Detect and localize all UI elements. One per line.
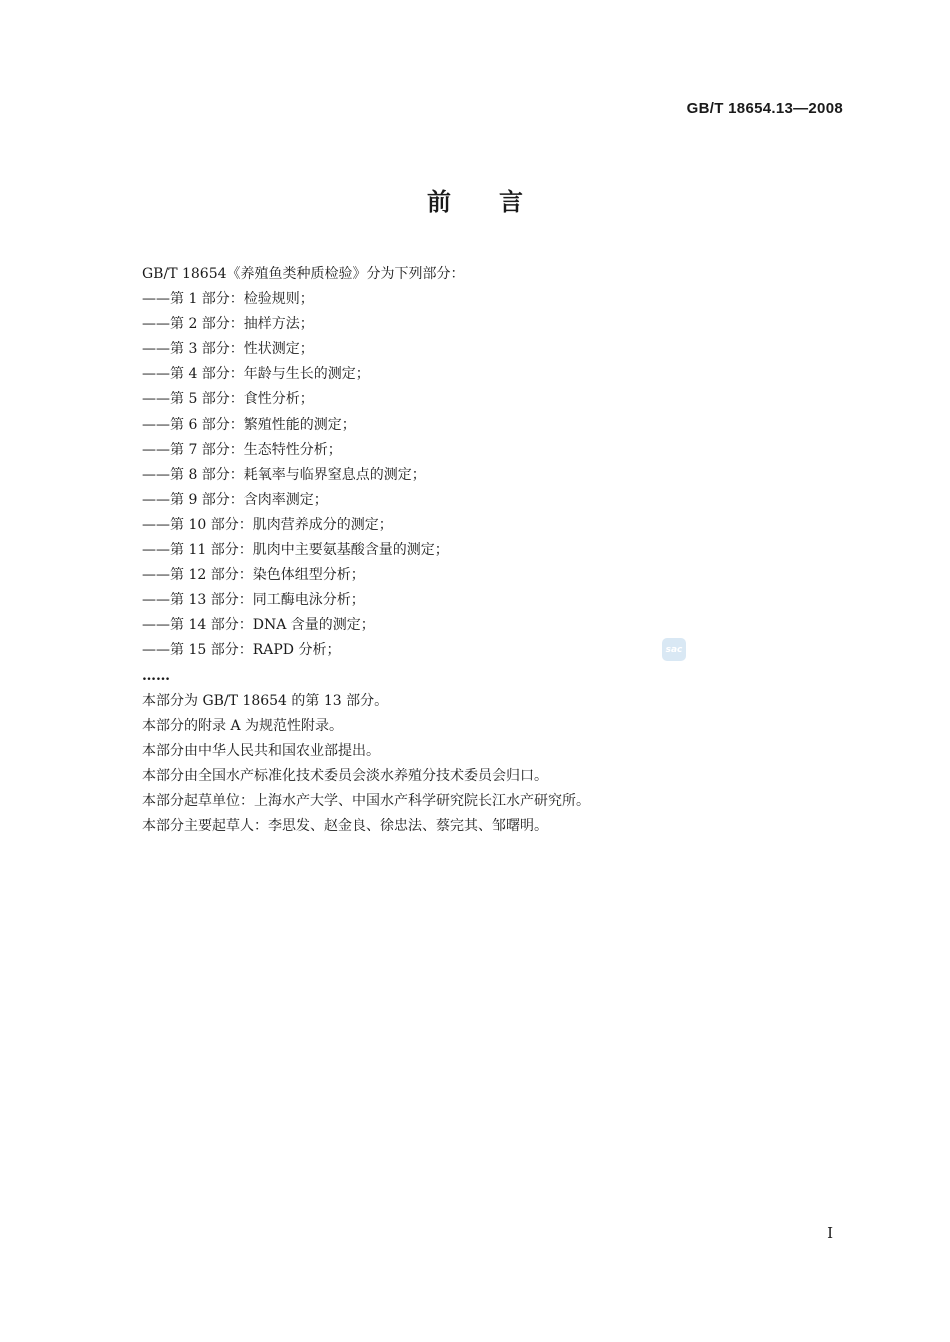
list-item: ——第 13 部分：同工酶电泳分析； [142, 592, 365, 609]
list-item: ——第 3 部分：性状测定； [142, 341, 314, 358]
standard-code: GB/T 18654.13—2008 [686, 100, 843, 117]
paragraph: 本部分为 GB/T 18654 的第 13 部分。 [142, 692, 389, 709]
foreword-body [142, 262, 590, 839]
list-item: ——第 1 部分：检验规则； [142, 291, 314, 308]
list-item: ——第 10 部分：肌肉营养成分的测定； [142, 516, 393, 533]
list-item: ——第 14 部分：DNA 含量的测定； [142, 617, 375, 634]
list-item: ——第 8 部分：耗氧率与临界窒息点的测定； [142, 466, 426, 483]
list-item: ——第 6 部分：繁殖性能的测定； [142, 416, 356, 433]
page-title: 前言 [427, 188, 571, 216]
paragraph: 本部分的附录 A 为规范性附录。 [142, 717, 344, 734]
intro-line: GB/T 18654《养殖鱼类种质检验》分为下列部分： [142, 266, 465, 282]
list-item: ——第 2 部分：抽样方法； [142, 316, 314, 333]
ellipsis: …… [142, 667, 170, 684]
list-item: ——第 7 部分：生态特性分析； [142, 441, 342, 458]
list-item: ——第 15 部分：RAPD 分析； [142, 642, 341, 659]
paragraph: 本部分由全国水产标准化技术委员会淡水养殖分技术委员会归口。 [142, 767, 548, 784]
list-item: ——第 11 部分：肌肉中主要氨基酸含量的测定； [142, 542, 449, 559]
list-item: ——第 4 部分：年龄与生长的测定； [142, 366, 370, 383]
paragraph: 本部分主要起草人：李思发、赵金良、徐忠法、蔡完其、邹曙明。 [142, 818, 548, 835]
list-item: ——第 9 部分：含肉率测定； [142, 491, 328, 508]
list-item: ——第 12 部分：染色体组型分析； [142, 567, 365, 584]
parts-list [142, 287, 590, 663]
page-number: I [827, 1224, 833, 1242]
list-item: ——第 5 部分：食性分析； [142, 391, 314, 408]
paragraph: 本部分起草单位：上海水产大学、中国水产科学研究院长江水产研究所。 [142, 792, 590, 809]
sac-watermark-icon: sac [662, 638, 686, 661]
paragraph: 本部分由中华人民共和国农业部提出。 [142, 742, 380, 759]
